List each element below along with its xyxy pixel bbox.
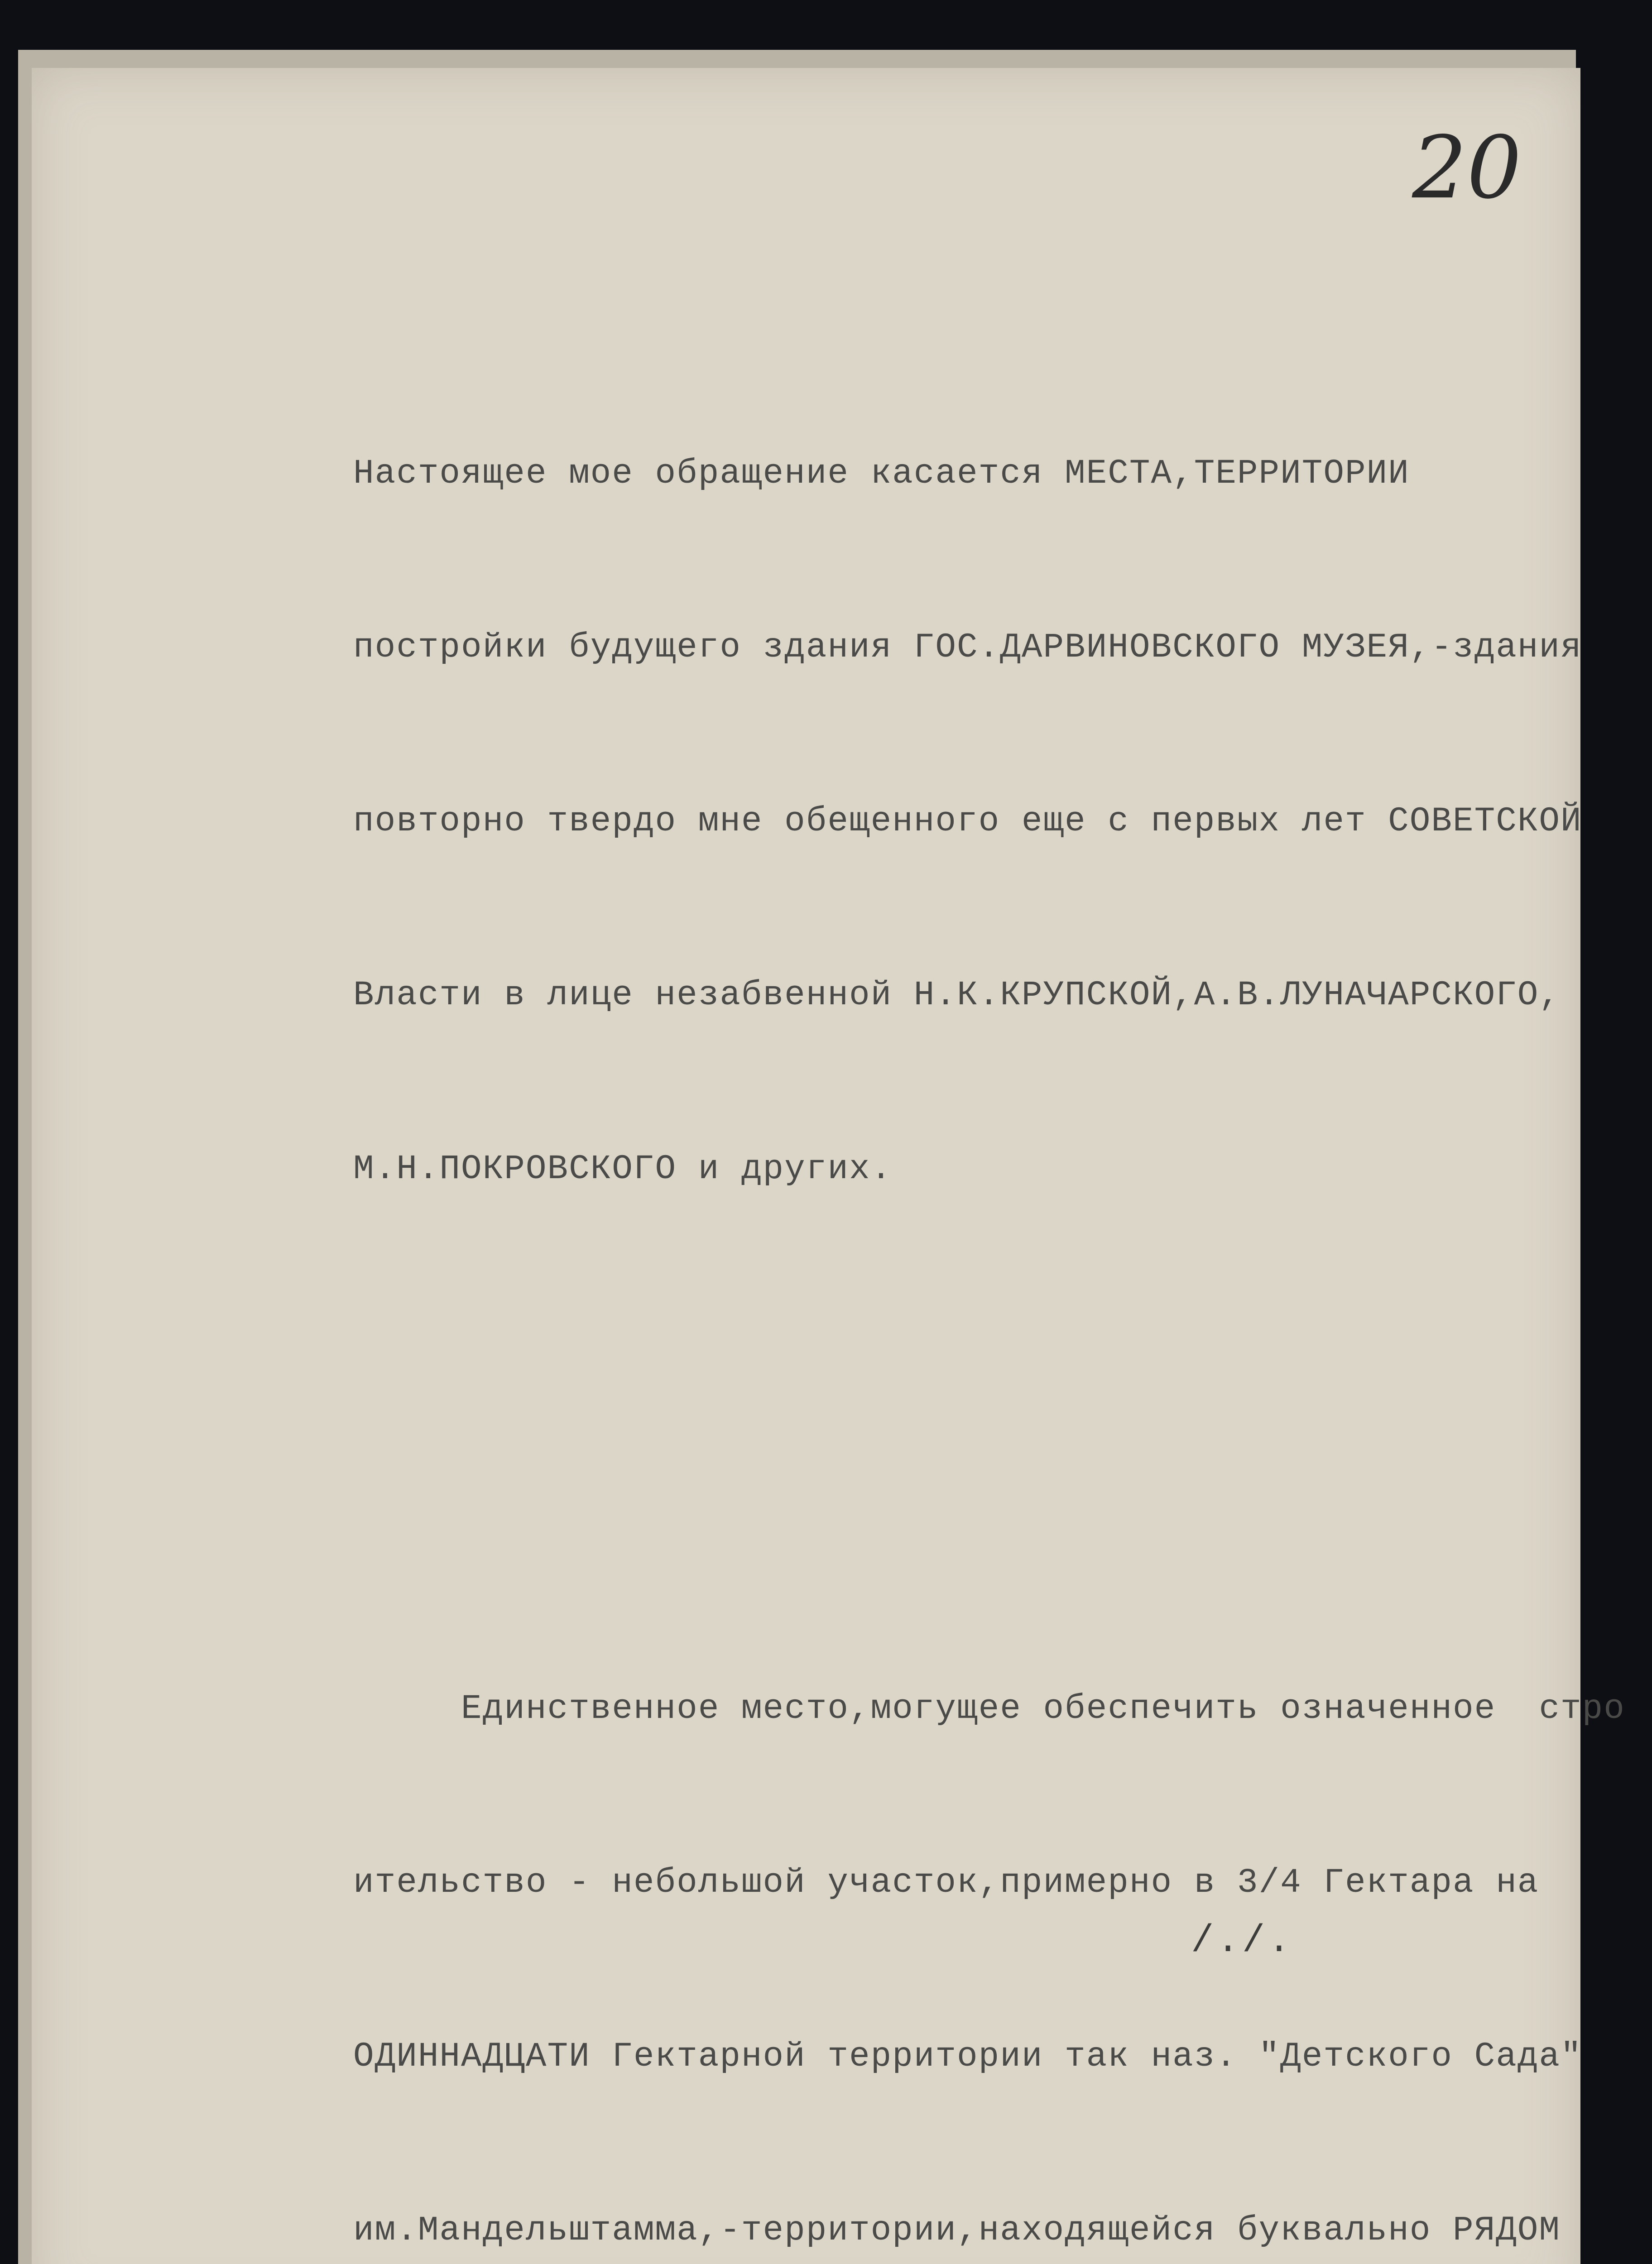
- text-line: Власти в лице незабвенной Н.К.КРУПСКОЙ,А.В.ЛУНАЧАРСКОГО,: [353, 976, 1561, 1015]
- paragraph: [353, 1564, 1625, 2264]
- text-line: М.Н.ПОКРОВСКОГО и других.: [353, 1150, 893, 1189]
- text-line: им.Мандельштамма,-территории,находящейся буквально РЯДОМ: [353, 2211, 1561, 2250]
- text-line: ОДИННАДЦАТИ Гектарной территории так наз. "Детского Сада": [353, 2037, 1582, 2076]
- text-line: повторно твердо мне обещенного еще с первых лет СОВЕТСКОЙ: [353, 802, 1582, 841]
- text-line: Настоящее мое обращение касается МЕСТА,ТЕРРИТОРИИ: [353, 454, 1410, 493]
- page-number: 20: [1412, 118, 1522, 218]
- document-body: [353, 213, 1625, 2264]
- paragraph: [353, 329, 1585, 1314]
- text-line: постройки будущего здания ГОС.ДАРВИНОВСКОГО МУЗЕЯ,-здания: [353, 628, 1582, 667]
- text-line: ительство - небольшой участок,примерно в 3/4 Гектара на: [353, 1863, 1561, 1902]
- text-line: Единственное место,могущее обеспечить означенное стро: [353, 1689, 1625, 1728]
- closing-mark: /./.: [1191, 1920, 1293, 1963]
